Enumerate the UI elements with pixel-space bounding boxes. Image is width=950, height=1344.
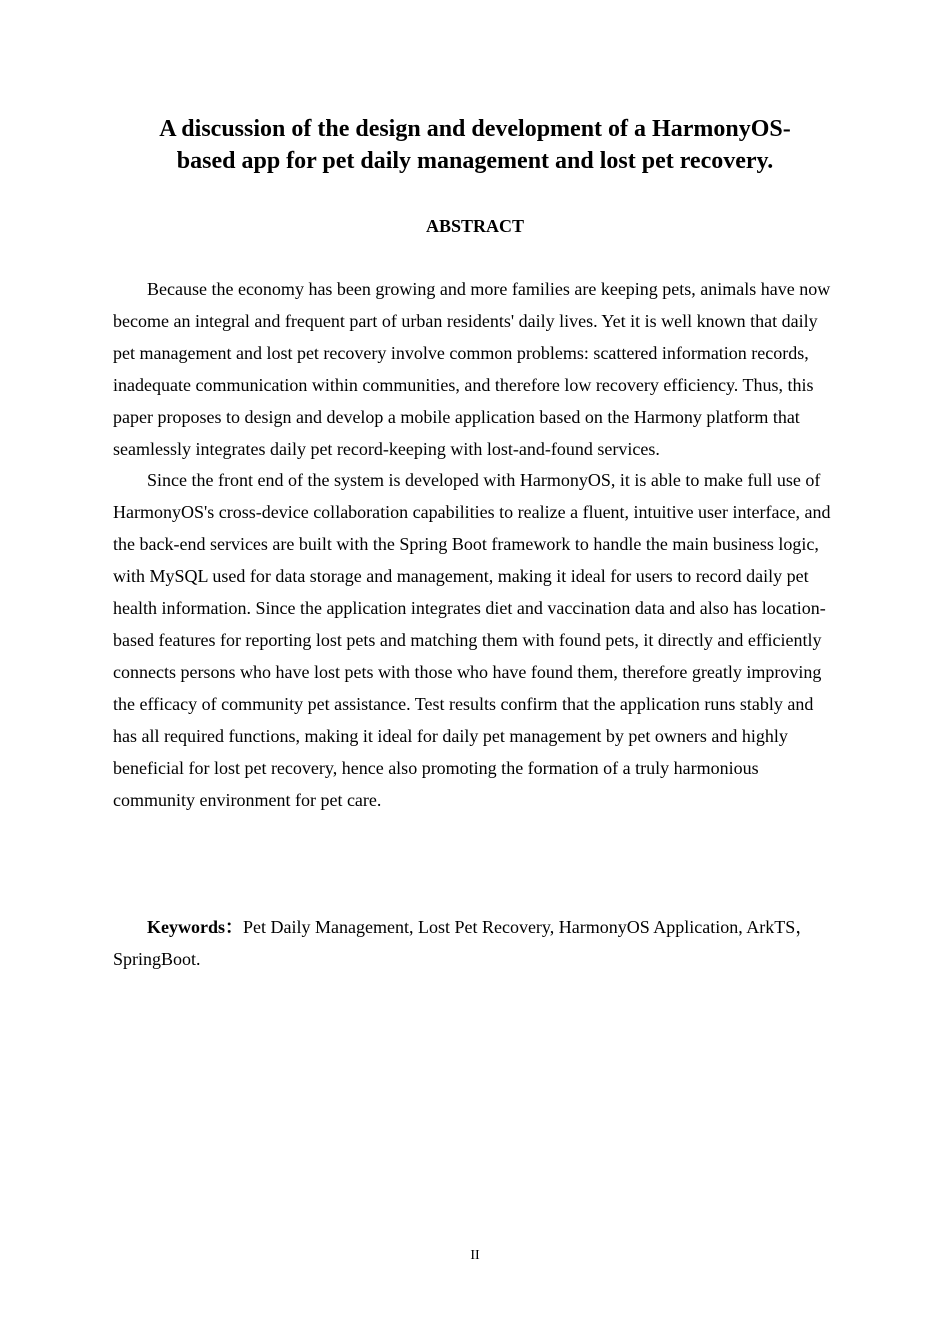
title-line-1: A discussion of the design and development of a HarmonyOS-: [159, 116, 791, 142]
abstract-heading: ABSTRACT: [425, 216, 525, 236]
abstract-paragraph-1: Because the economy has been growing and more families are keeping pets, animals have now become an integral and frequent part of urban residents' daily lives. Yet it is well known that daily pet management and lost pet recovery involve common problems: scattered information records, inadequate communication within communities, and therefore low recovery efficiency. Thus, this paper proposes to design and develop a mobile application based on the Harmony platform that seamlessly integrates daily pet record-keeping with lost-and-found services.: [113, 279, 831, 459]
keywords-text: Pet Daily Management, Lost Pet Recovery, HarmonyOS Application, ArkTS，SpringBoot.: [113, 917, 814, 969]
abstract-paragraph-2: Since the front end of the system is developed with HarmonyOS, it is able to make full use of HarmonyOS's cross-device collaboration capabilities to realize a fluent, intuitive user interface, and the back-end services are built with the Spring Boot framework to handle the main business logic, with MySQL used for data storage and management, making it ideal for users to record daily pet health information. Since the application integrates diet and vaccination data and also has location-based features for reporting lost pets and matching them with found pets, it directly and efficiently connects persons who have lost pets with those who have found them, therefore greatly improving the efficacy of community pet assistance. Test results confirm that the application runs stably and has all required functions, making it ideal for daily pet management by pet owners and highly beneficial for lost pet recovery, hence also promoting the formation of a truly harmonious community environment for pet care.: [113, 470, 831, 810]
title-line-2: based app for pet daily management and lost pet recovery.: [176, 148, 774, 174]
keywords: [113, 912, 837, 976]
page-number: II: [470, 1248, 480, 1263]
paper-title: [113, 113, 837, 177]
abstract-body: [113, 274, 837, 816]
keywords-label: Keywords：: [147, 917, 243, 937]
